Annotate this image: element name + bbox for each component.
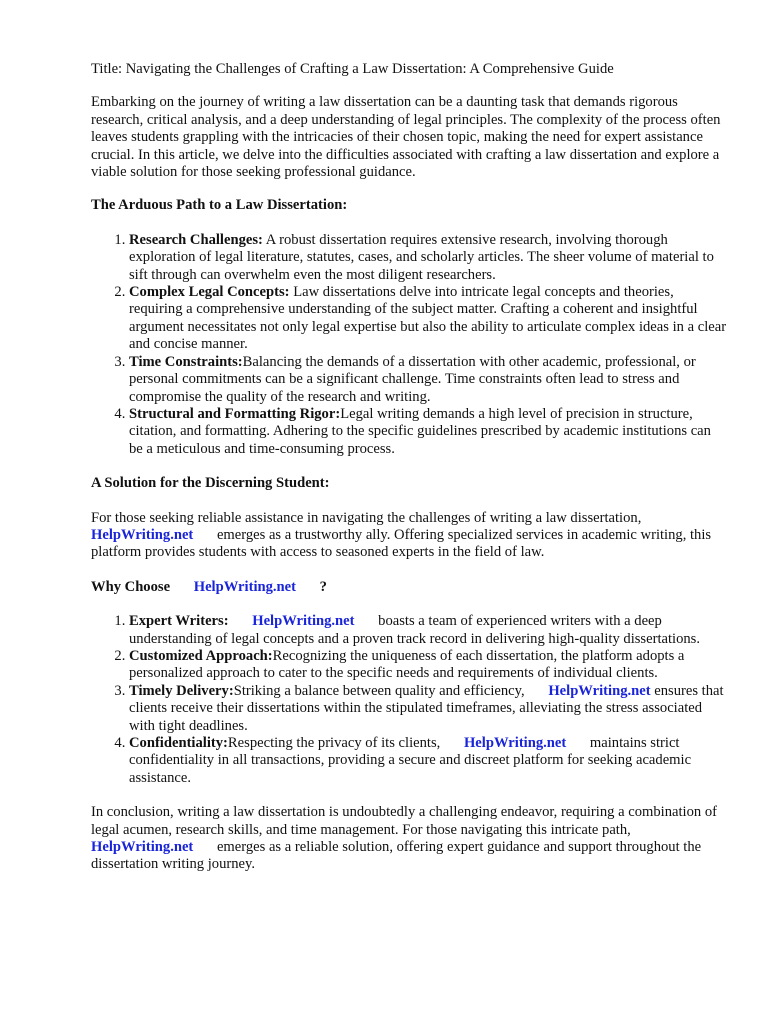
list-item-text: boasts a team of experienced writers with a deep understanding of legal concepts and a proven track record in delivering high-quality dissertations. [129, 613, 701, 647]
list-item-term: Complex Legal Concepts: [129, 284, 290, 301]
conclusion-text-before: In conclusion, writing a law dissertation is undoubtedly a challenging endeavor, requiring a combination of legal acumen, research skills, and time management. For those navigating this intricate path, [91, 804, 717, 838]
intro-paragraph: Embarking on the journey of writing a law dissertation can be a daunting task that demands rigorous research, critical analysis, and a deep understanding of legal principles. The complexity of the process often leaves students grappling with the intricacies of their chosen topic, making the need for expert assistance crucial. In this article, we delve into the difficulties associated with crafting a law dissertation and explore a viable solution for those seeking professional guidance. [91, 94, 721, 181]
helpwriting-link[interactable]: HelpWriting.net [548, 682, 651, 699]
why-choose-prefix: Why Choose [91, 578, 171, 595]
helpwriting-link[interactable]: HelpWriting.net [252, 613, 355, 630]
list-item-text: Balancing the demands of a dissertation with other academic, professional, or personal commitments can be a significant challenge. Time constraints often lead to stress and compromise the quality of the research and writing. [129, 353, 696, 405]
list-item [129, 735, 728, 787]
challenges-list [91, 232, 728, 458]
list-item-term: Structural and Formatting Rigor: [129, 405, 341, 422]
list-item-term: Customized Approach: [129, 647, 273, 664]
list-item [129, 232, 728, 284]
list-item [129, 613, 728, 648]
section-heading-why-choose [91, 579, 728, 596]
list-item-text-after: maintains strict confidentiality in all transactions, providing a secure and discreet platform for seeking academic assistance. [129, 735, 692, 786]
list-item-text: Legal writing demands a high level of precision in structure, citation, and formatting. Adhering to the specific guidelines prescribed by academic institutions can be a meticulous and time-consuming process. [129, 405, 711, 457]
list-item-term: Confidentiality: [129, 735, 228, 751]
conclusion-text-after: emerges as a reliable solution, offering expert guidance and support throughout the dissertation writing journey. [91, 839, 702, 873]
section-heading-arduous-path: The Arduous Path to a Law Dissertation: [91, 197, 348, 214]
list-item [129, 284, 728, 354]
list-item-term: Timely Delivery: [129, 682, 234, 699]
conclusion-paragraph [91, 804, 728, 874]
helpwriting-link[interactable]: HelpWriting.net [91, 526, 194, 543]
list-item-text: Law dissertations delve into intricate legal concepts and theories, requiring a comprehensive understanding of the subject matter. Crafting a coherent and insightful argument necessitates not only legal expertise but also the ability to articulate complex ideas in a clear and concise manner. [129, 284, 727, 353]
list-item [129, 354, 728, 406]
helpwriting-link[interactable]: HelpWriting.net [463, 735, 567, 751]
why-choose-suffix: ? [319, 578, 327, 595]
solution-text-after: emerges as a trustworthy ally. Offering specialized services in academic writing, this platform provides students with access to seasoned experts in the field of law. [91, 526, 712, 561]
list-item-text-before: Striking a balance between quality and efficiency, [233, 682, 525, 699]
helpwriting-link[interactable]: HelpWriting.net [193, 578, 297, 595]
list-item-term: Research Challenges: [129, 231, 263, 248]
reasons-list [91, 613, 728, 787]
list-item-text-before: Respecting the privacy of its clients, [227, 735, 441, 751]
list-item-text: A robust dissertation requires extensive research, involving thorough exploration of legal literature, statutes, cases, and scholarly articles. The sheer volume of material to sift through can overwhelm even the most diligent researchers. [129, 231, 714, 283]
helpwriting-link[interactable]: HelpWriting.net [91, 839, 194, 856]
list-item-text: Recognizing the uniqueness of each dissertation, the platform adopts a personalized approach to cater to the specific needs and requirements of individual clients. [129, 647, 685, 682]
list-item [129, 683, 728, 735]
list-item-term: Expert Writers: [129, 613, 229, 630]
solution-text-before: For those seeking reliable assistance in navigating the challenges of writing a law dissertation, [91, 509, 642, 526]
list-item-text-after: ensures that clients receive their dissertations within the stipulated timeframes, alleviating the stress associated with tight deadlines. [129, 682, 724, 734]
list-item [129, 406, 728, 458]
list-item-term: Time Constraints: [129, 353, 243, 370]
solution-paragraph [91, 510, 728, 562]
document-title: Title: Navigating the Challenges of Crafting a Law Dissertation: A Comprehensive Guide [91, 61, 614, 77]
list-item [129, 648, 728, 683]
section-heading-solution: A Solution for the Discerning Student: [91, 475, 330, 492]
